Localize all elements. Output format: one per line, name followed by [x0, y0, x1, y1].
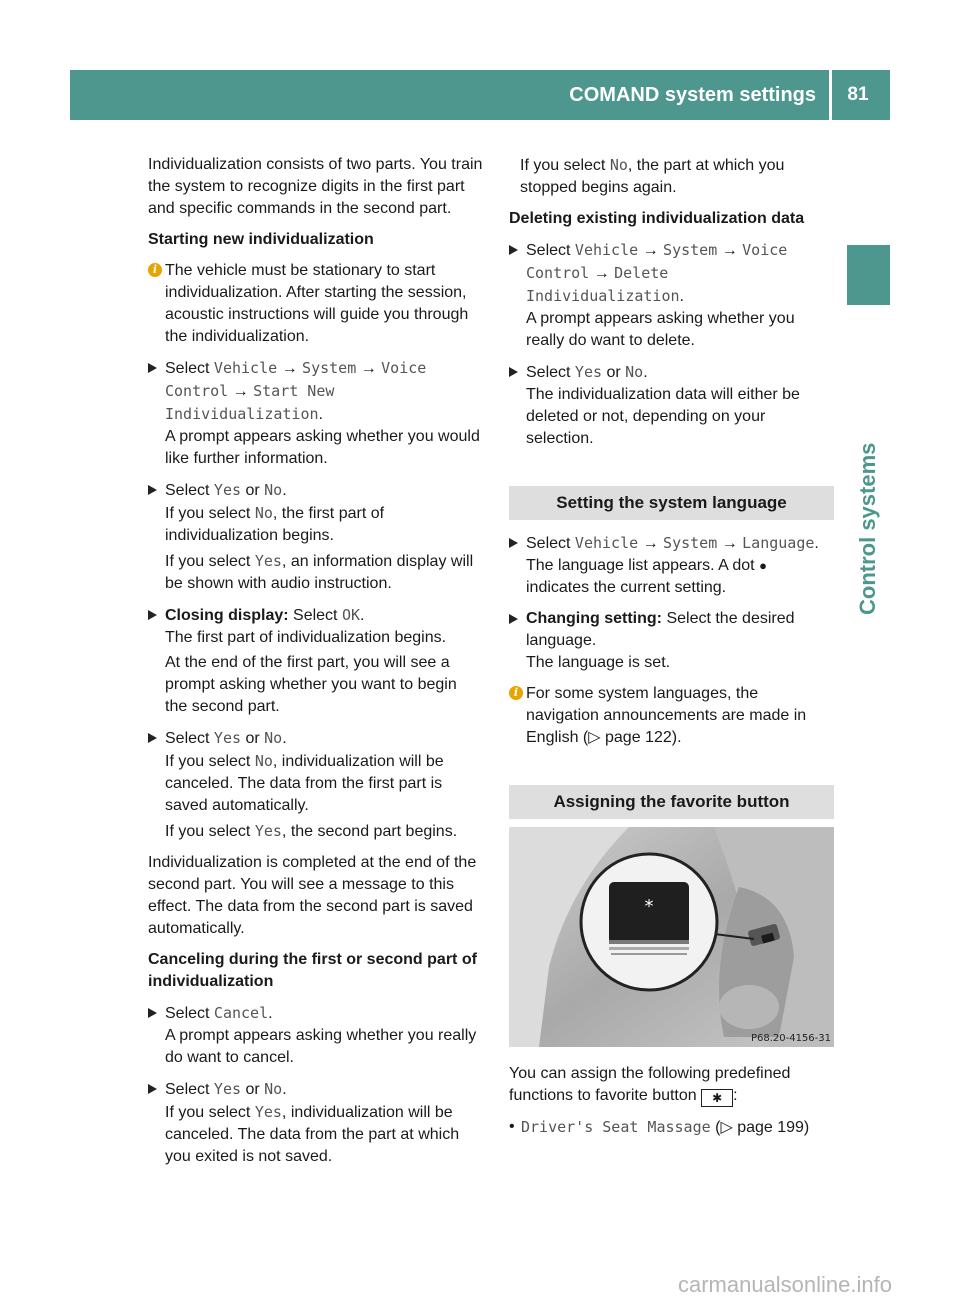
instruction-step: Select Yes or No. If you select Yes, individualization will be canceled. The data from the part at which you exited is not saved. [148, 1078, 483, 1168]
instruction-step: Changing setting: Select the desired language. The language is set. [509, 608, 834, 674]
step-arrow-icon [148, 485, 157, 495]
step-arrow-icon [509, 538, 518, 548]
step-arrow-icon [148, 363, 157, 373]
delete-heading: Deleting existing individualization data [509, 210, 805, 227]
side-tab-marker [847, 245, 890, 305]
list-item: • Driver's Seat Massage (▷ page 199) [509, 1118, 810, 1136]
instruction-step: Select Yes or No. The individualization data will either be deleted or not, depending on your selection. [509, 361, 834, 450]
info-note [509, 683, 834, 749]
favorite-key-icon: ✱ [701, 1089, 733, 1107]
info-icon: i [509, 686, 523, 700]
info-text: The vehicle must be stationary to start individualization. After starting the session, acoustic instructions will guide you through the individualization. [165, 262, 469, 345]
completed-paragraph: Individualization is completed at the end of the second part. You will see a message to this effect. The data from the second part is saved automatically. [148, 854, 477, 937]
photo-code: P68.20-4156-31 [750, 1033, 831, 1044]
step-arrow-icon [148, 1008, 157, 1018]
instruction-step: Select Yes or No. If you select No, individualization will be canceled. The data from the first part is saved automatically. If you select Yes, the second part begins. [148, 727, 483, 843]
section-heading-language: Setting the system language [509, 486, 834, 520]
favorite-intro: You can assign the following predefined functions to favorite button ✱ : [509, 1065, 791, 1105]
instruction-step: Closing display: Select OK. The first part of individualization begins. At the end of the first part, you will see a prompt asking whether you want to begin the second part. [148, 604, 483, 718]
info-text: For some system languages, the navigation announcements are made in English (▷ page 122). [526, 685, 807, 746]
page-number: 81 [847, 84, 869, 105]
section-heading-favorite: Assigning the favorite button [509, 785, 834, 819]
svg-text:*: * [644, 896, 654, 917]
cancel-heading: Canceling during the first or second part of individualization [148, 951, 477, 990]
intro-paragraph: Individualization consists of two parts. You train the system to recognize digits in the first part and specific commands in the second part. [148, 156, 483, 217]
step-result: A prompt appears asking whether you would like further information. [165, 428, 480, 467]
step-arrow-icon [509, 614, 518, 624]
instruction-step: Select Vehicle → System → Voice Control → Start New Individualization. A prompt appears asking whether you would like further information. [148, 357, 483, 470]
step-arrow-icon [148, 733, 157, 743]
instruction-step: Select Vehicle → System → Voice Control → Delete Individualization. A prompt appears asking whether you really do want to delete. [509, 239, 834, 352]
continued-text: If you select No, the part at which you stopped begins again. [520, 156, 785, 196]
watermark: carmanualsonline.info [677, 1272, 892, 1297]
instruction-step: Select Vehicle → System → Language. The language list appears. A dot ● indicates the current setting. [509, 532, 834, 599]
step-arrow-icon [509, 367, 518, 377]
favorite-button-photo [509, 827, 834, 1047]
step-arrow-icon [509, 245, 518, 255]
left-column [148, 154, 483, 1177]
step-arrow-icon [148, 1084, 157, 1094]
instruction-step: Select Cancel. A prompt appears asking whether you really do want to cancel. [148, 1002, 483, 1069]
start-heading: Starting new individualization [148, 231, 374, 248]
right-column [509, 154, 834, 1139]
header-divider [829, 70, 832, 120]
instruction-step: Select Yes or No. If you select No, the first part of individualization begins. If you select Yes, an information display will be shown with audio instruction. [148, 479, 483, 595]
step-arrow-icon [148, 610, 157, 620]
info-note [148, 260, 483, 348]
page-section-title: COMAND system settings [569, 84, 816, 106]
side-chapter-label: Control systems [855, 442, 880, 615]
header-bar [70, 70, 890, 120]
radio-dot-icon: ● [759, 558, 767, 573]
info-icon: i [148, 263, 162, 277]
